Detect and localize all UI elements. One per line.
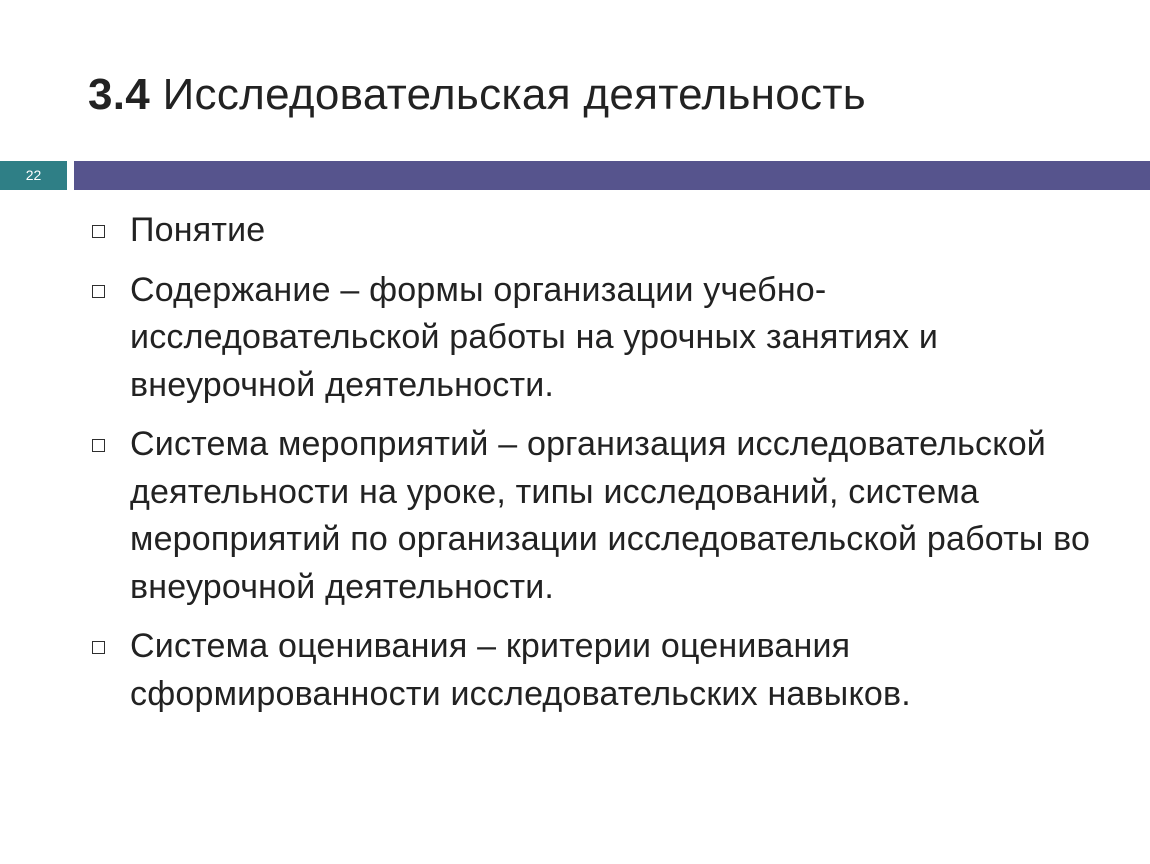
page-number-badge: 22	[0, 161, 67, 190]
slide-title-number: 3.4	[88, 70, 151, 119]
bullet-item-concept	[92, 207, 1132, 255]
bullet-text: Система оценивания – критерии оценивания сформированности исследовательских навыков.	[130, 627, 911, 713]
bullet-text: Система мероприятий – организация исследовательской деятельности на уроке, типы исследований, система мероприятий по организации исследовательской работы во внеурочной деятельности.	[130, 425, 1091, 606]
bullet-text: Понятие	[130, 211, 266, 249]
bullet-list	[92, 207, 1132, 730]
square-bullet-icon	[92, 641, 105, 654]
square-bullet-icon	[92, 225, 105, 238]
bullet-item-content	[92, 267, 1132, 410]
slide-title-text: Исследовательская деятельность	[162, 70, 867, 119]
square-bullet-icon	[92, 439, 105, 452]
title-accent-bar	[74, 161, 1150, 190]
bullet-item-assessment-system	[92, 623, 1132, 718]
bullet-item-events-system	[92, 421, 1132, 611]
square-bullet-icon	[92, 285, 105, 298]
bullet-text: Содержание – формы организации учебно-исследовательской работы на урочных занятиях и внеурочной деятельности.	[130, 270, 939, 404]
slide-title	[88, 66, 866, 124]
